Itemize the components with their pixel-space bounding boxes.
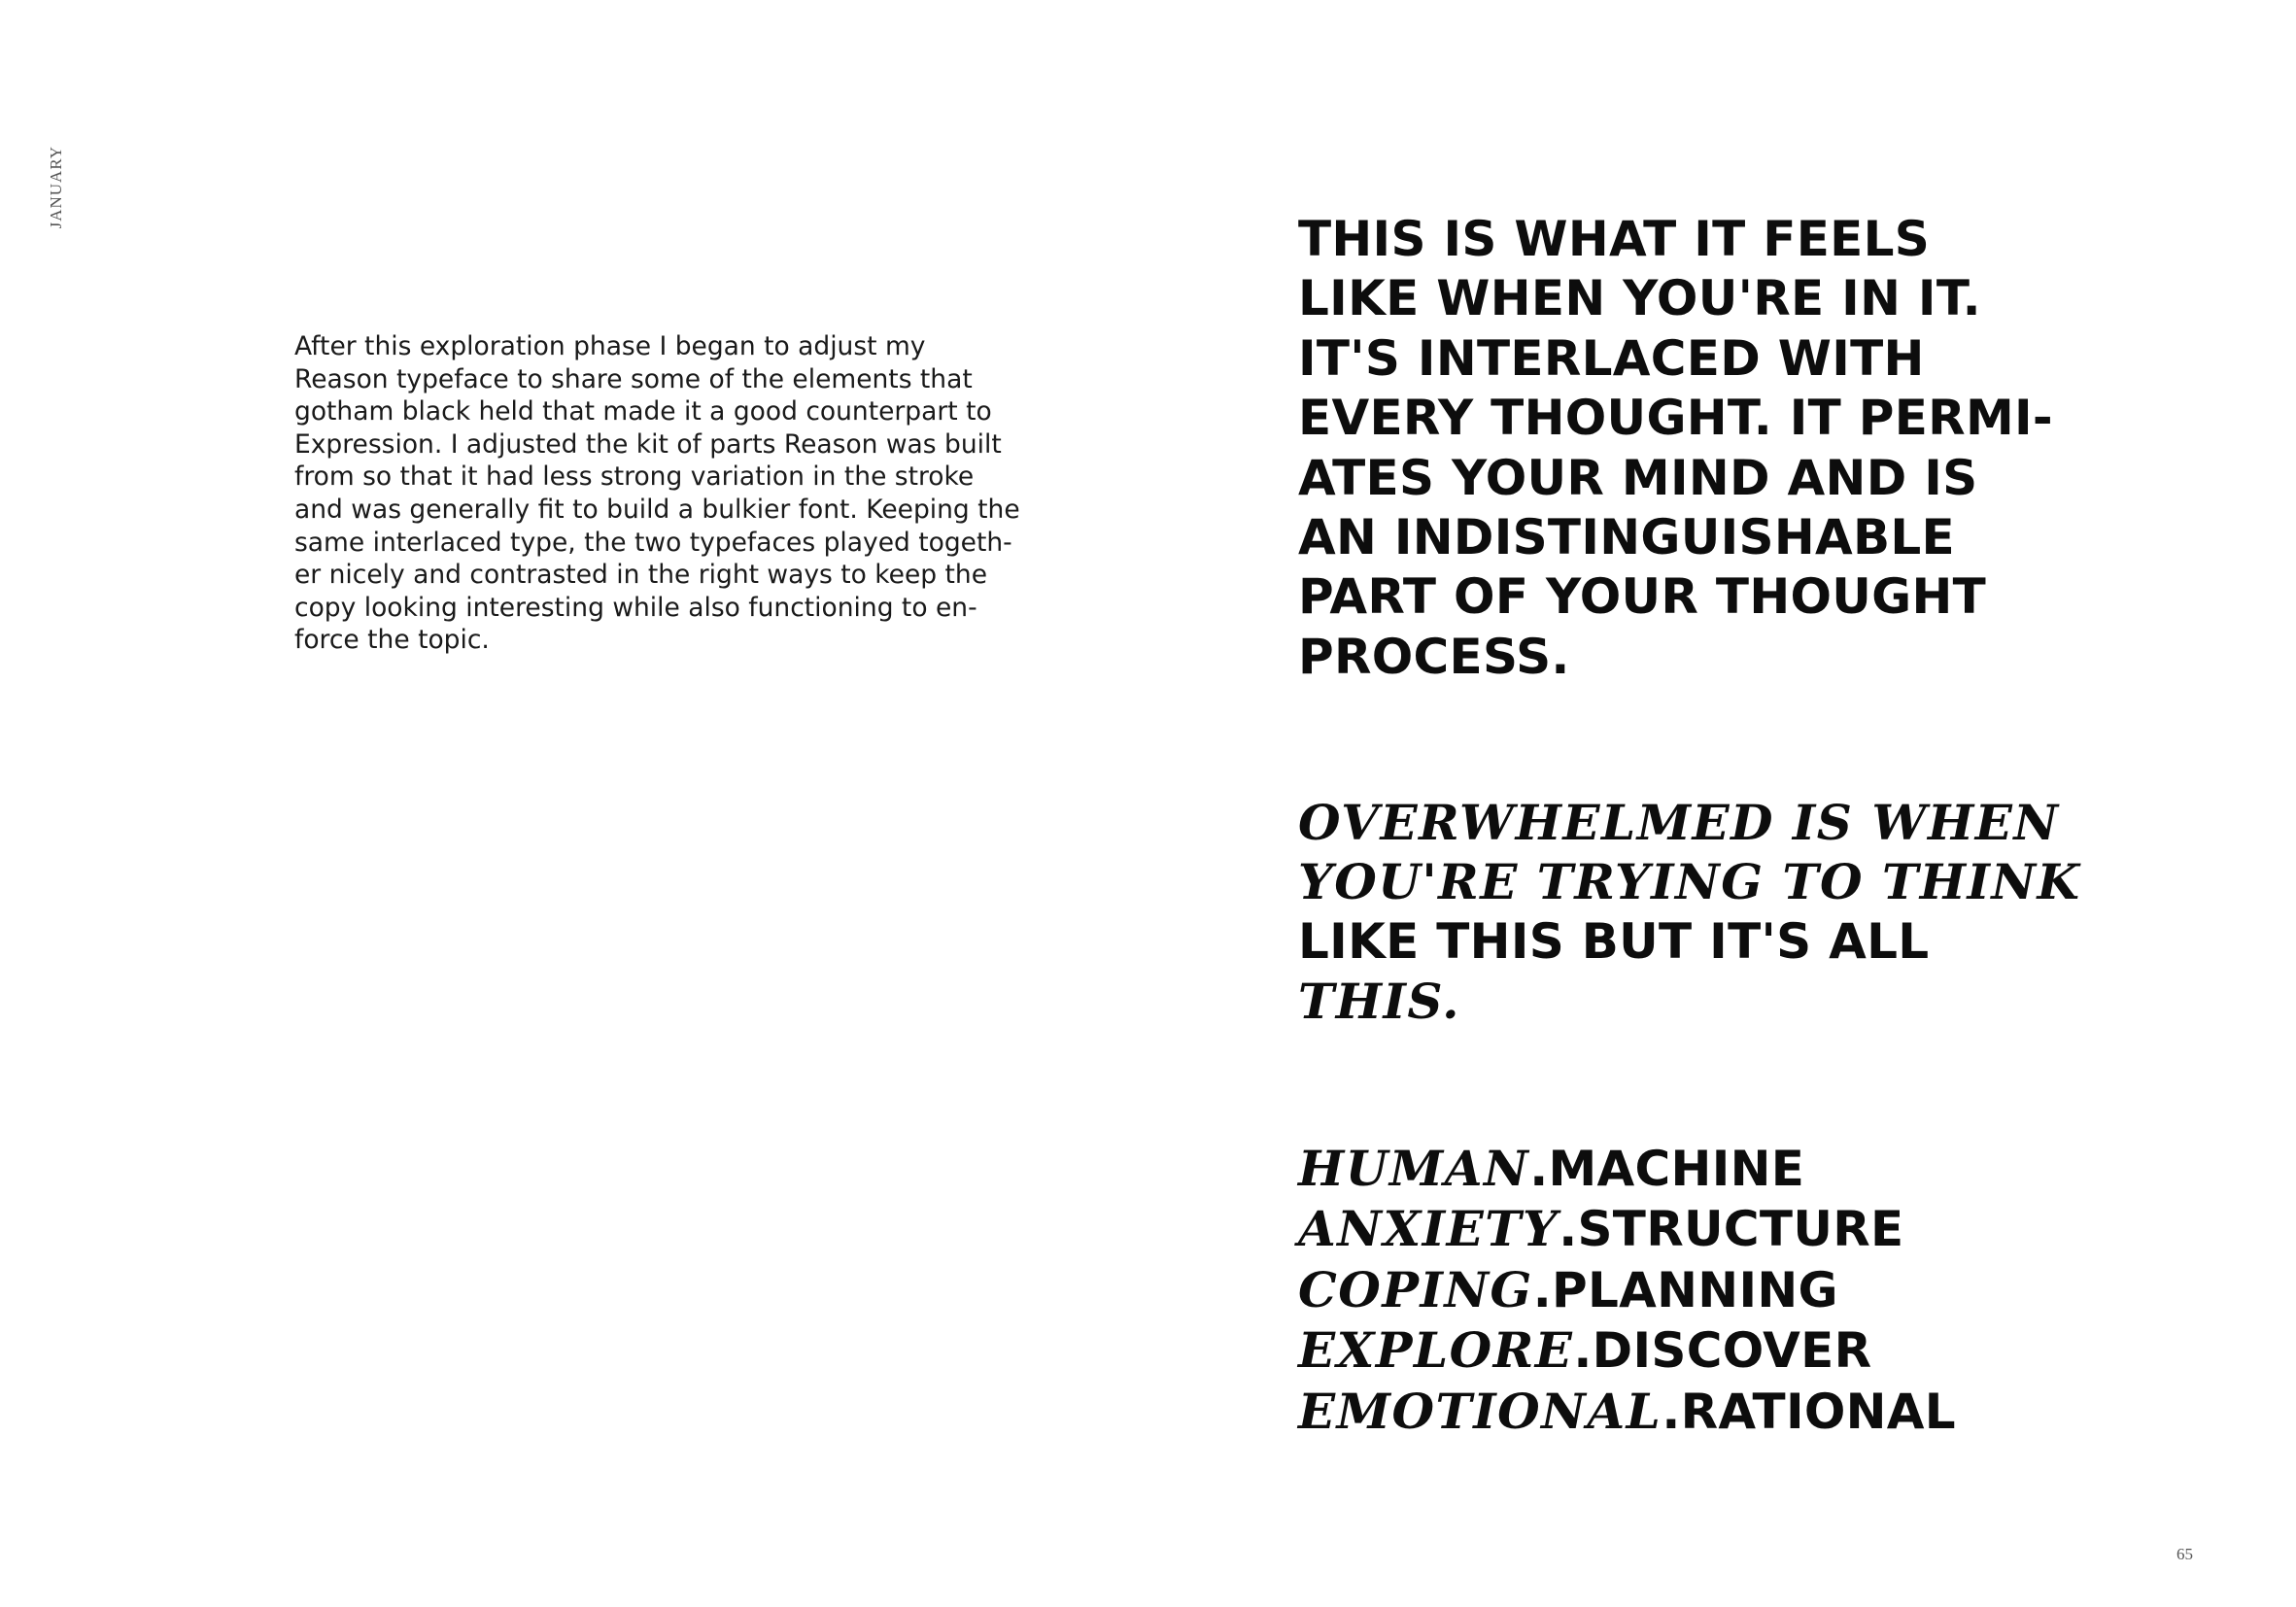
running-head: JANUARY bbox=[47, 146, 65, 229]
pair-right: .PLANNING bbox=[1532, 1261, 1838, 1318]
pair-left: ANXIETY bbox=[1298, 1200, 1559, 1258]
pair-line bbox=[1298, 1320, 2211, 1381]
pair-right: .DISCOVER bbox=[1573, 1322, 1872, 1380]
pair-left: HUMAN bbox=[1298, 1140, 1530, 1197]
page-number: 65 bbox=[2176, 1545, 2193, 1563]
pair-left: COPING bbox=[1298, 1260, 1533, 1318]
display-line: ATES YOUR MIND AND IS bbox=[1298, 449, 1978, 506]
body-line: force the topic. bbox=[294, 625, 490, 656]
display-line: OVERWHELMED IS WHEN bbox=[1298, 794, 2060, 851]
body-line: Expression. I adjusted the kit of parts Reason was built bbox=[294, 428, 1002, 460]
body-line: from so that it had less strong variation in the stroke bbox=[294, 462, 975, 493]
pair-left: EXPLORE bbox=[1298, 1321, 1574, 1380]
body-line: After this exploration phase I began to adjust my bbox=[294, 331, 926, 361]
display-line: AN INDISTINGUISHABLE bbox=[1298, 509, 1955, 566]
body-line: er nicely and contrasted in the right ways to keep the bbox=[294, 560, 988, 591]
body-line: same interlaced type, the two typefaces played togeth- bbox=[294, 527, 1012, 558]
pair-line bbox=[1298, 1382, 2211, 1442]
display-line: EVERY THOUGHT. IT PERMI- bbox=[1298, 390, 2053, 447]
body-paragraph bbox=[294, 330, 1033, 657]
body-line: copy looking interesting while also functioning to en- bbox=[294, 592, 977, 623]
body-line: Reason typeface to share some of the elements that bbox=[294, 363, 973, 394]
body-line: and was generally fit to build a bulkier font. Keeping the bbox=[294, 494, 1020, 525]
display-line: LIKE WHEN YOU'RE IN IT. bbox=[1298, 270, 1981, 327]
display-line: IT'S INTERLACED WITH bbox=[1298, 329, 1925, 387]
display-line: THIS. bbox=[1298, 973, 1461, 1031]
display-block-pairs bbox=[1298, 1139, 2211, 1442]
pair-right: .STRUCTURE bbox=[1559, 1201, 1904, 1258]
pair-line bbox=[1298, 1139, 2211, 1199]
display-block-overwhelmed bbox=[1298, 793, 2211, 1032]
pair-line bbox=[1298, 1260, 2211, 1320]
display-line: PART OF YOUR THOUGHT bbox=[1298, 568, 1987, 626]
pair-left: EMOTIONAL bbox=[1298, 1382, 1662, 1440]
display-line: YOU'RE TRYING TO THINK bbox=[1298, 853, 2081, 911]
display-block-feels bbox=[1298, 210, 2211, 687]
pair-right: .RATIONAL bbox=[1662, 1383, 1956, 1440]
display-line: THIS IS WHAT IT FEELS bbox=[1298, 211, 1931, 267]
body-line: gotham black held that made it a good counterpart to bbox=[294, 396, 992, 427]
display-line: PROCESS. bbox=[1298, 628, 1570, 685]
pair-right: .MACHINE bbox=[1529, 1141, 1805, 1197]
pair-line bbox=[1298, 1199, 2211, 1259]
display-line: LIKE THIS BUT IT'S ALL bbox=[1298, 912, 1930, 970]
